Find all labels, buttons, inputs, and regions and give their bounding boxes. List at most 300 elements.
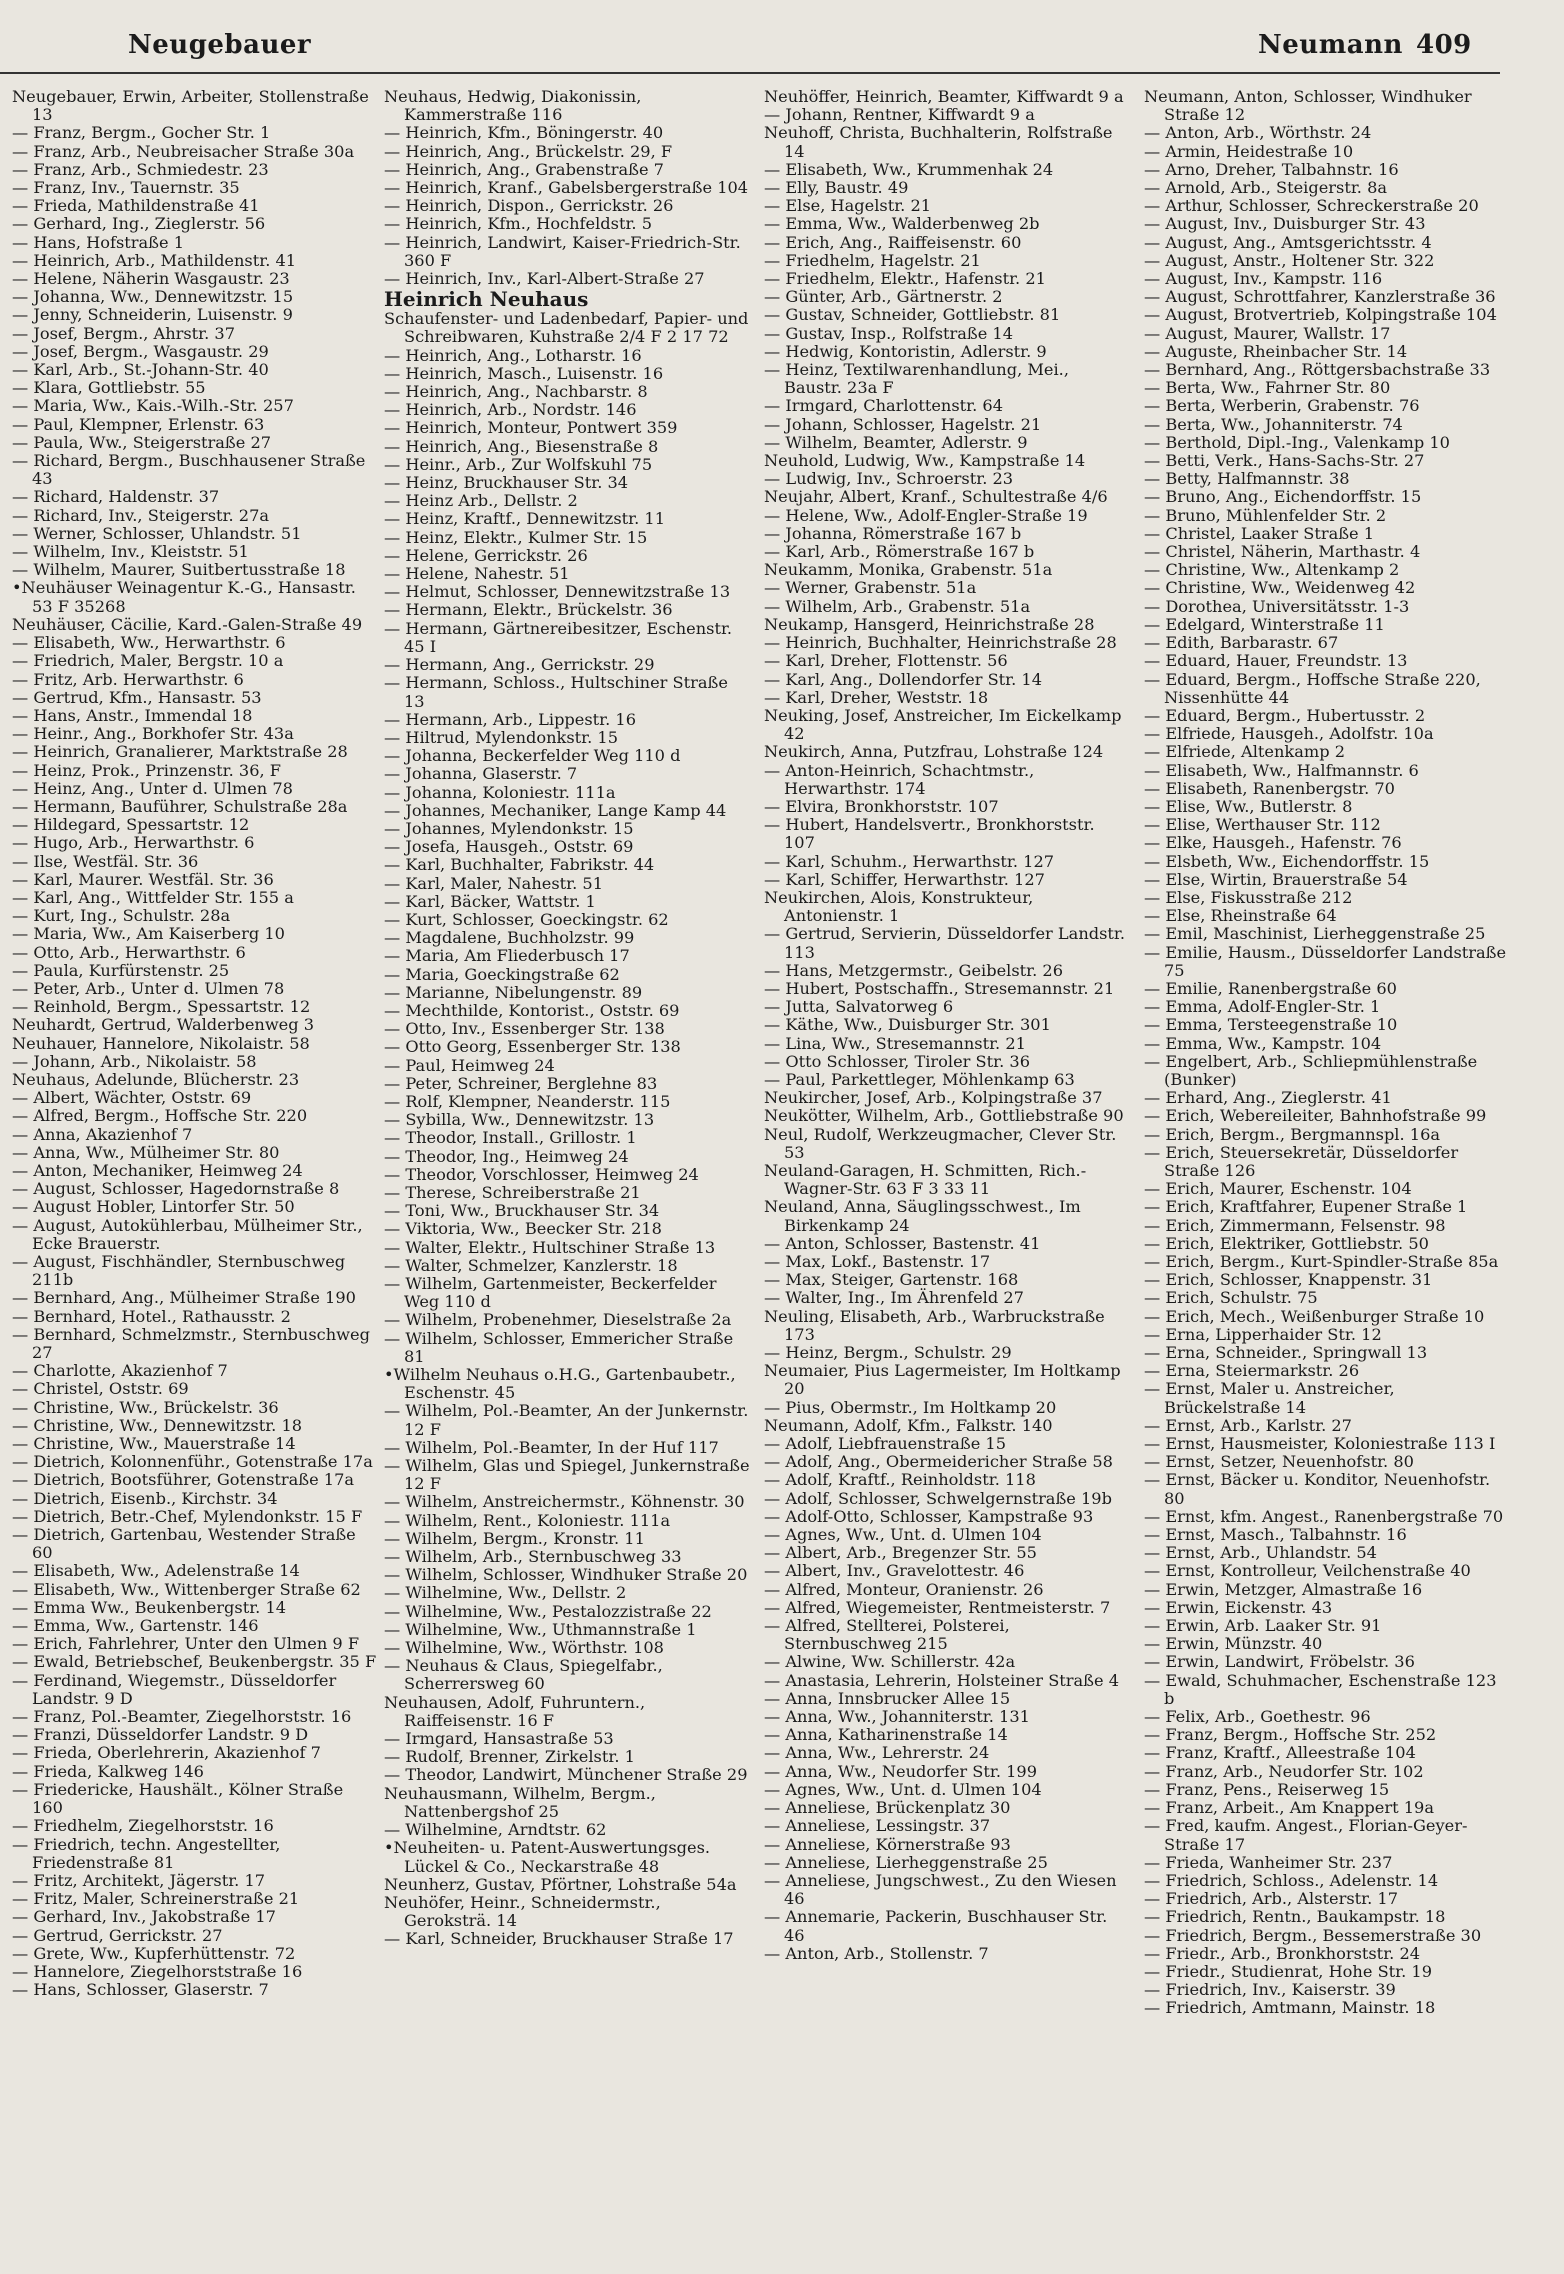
directory-entry: — Erhard, Ang., Zieglerstr. 41 [1144,1088,1392,1108]
directory-entry: — Felix, Arb., Goethestr. 96 [1144,1707,1371,1727]
directory-entry: — Betti, Verk., Hans-Sachs-Str. 27 [1144,451,1425,471]
directory-entry: Neukamp, Hansgerd, Heinrichstraße 28 [764,614,1095,634]
directory-entry: — Josef, Bergm., Wasgaustr. 29 [12,341,269,361]
directory-entry: — Heinrich, Masch., Luisenstr. 16 [384,363,664,383]
directory-entry: — Berthold, Dipl.-Ing., Valenkamp 10 [1144,432,1450,452]
directory-entry: — Elisabeth, Ranenbergstr. 70 [1144,778,1395,798]
directory-entry: — Friedrich, Amtmann, Mainstr. 18 [1144,1998,1436,2018]
directory-entry: — Dorothea, Universitätsstr. 1-3 [1144,596,1410,616]
directory-entry: — Christine, Ww., Dennewitzstr. 18 [12,1415,303,1435]
directory-entry: — Heinr., Ang., Borkhofer Str. 43a [12,724,294,744]
directory-entry: — Heinrich, Ang., Brückelstr. 29, F [384,141,673,161]
directory-entry: — Elisabeth, Ww., Wittenberger Straße 62 [12,1579,361,1599]
directory-entry: — Emma, Ww., Walderbenweg 2b [764,214,1040,234]
directory-entry: — Hermann, Bauführer, Schulstraße 28a [12,796,348,816]
directory-entry: — Berta, Werberin, Grabenstr. 76 [1144,396,1420,416]
directory-entry: Neuking, Josef, Anstreicher, Im Eickelkamp 42 [764,705,1122,744]
directory-entry: — Ernst, kfm. Angest., Ranenbergstraße 70 [1144,1506,1504,1526]
directory-entry: — Jenny, Schneiderin, Luisenstr. 9 [12,305,293,325]
directory-entry: — Anton, Mechaniker, Heimweg 24 [12,1160,303,1180]
directory-entry: — Hannelore, Ziegelhorststraße 16 [12,1961,303,1981]
directory-entry: — Adolf, Schlosser, Schwelgernstraße 19b [764,1488,1112,1508]
directory-entry: — Heinz, Ang., Unter d. Ulmen 78 [12,778,293,798]
directory-entry: — Hans, Metzgermstr., Geibelstr. 26 [764,960,1064,980]
directory-entry: — Elisabeth, Ww., Adelenstraße 14 [12,1561,300,1581]
directory-entry: — Kurt, Schlosser, Goeckingstr. 62 [384,909,669,929]
directory-entry: — Else, Rheinstraße 64 [1144,906,1337,926]
directory-entry: — Annemarie, Packerin, Buschhauser Str. 46 [764,1907,1108,1945]
directory-entry: — Karl, Maler, Nahestr. 51 [384,873,603,893]
directory-entry: — Otto Schlosser, Tiroler Str. 36 [764,1051,1030,1071]
directory-entry: — Elvira, Bronkhorststr. 107 [764,796,999,816]
directory-entry: — Ewald, Schuhmacher, Eschenstraße 123 b [1144,1670,1497,1708]
directory-entry: — Erich, Steuersekretär, Düsseldorfer Straße 126 [1144,1142,1459,1180]
directory-entry: — Fritz, Architekt, Jägerstr. 17 [12,1870,266,1890]
directory-entry: — Heinrich, Ang., Nachbarstr. 8 [384,382,648,402]
directory-entry: — Karl, Ang., Wittfelder Str. 155 a [12,887,294,907]
directory-entry: — Hans, Hofstraße 1 [12,232,185,252]
directory-entry: — Max, Steiger, Gartenstr. 168 [764,1270,1019,1290]
column-2 [384,88,750,2268]
directory-entry: — Erich, Elektriker, Gottliebstr. 50 [1144,1233,1429,1253]
directory-entry: — Otto, Arb., Herwarthstr. 6 [12,942,246,962]
directory-entry: — Emma, Tersteegenstraße 10 [1144,1015,1398,1035]
directory-entry: — Hans, Anstr., Immendal 18 [12,705,253,725]
directory-entry: — Else, Fiskusstraße 212 [1144,887,1353,907]
directory-entry: — Dietrich, Eisenb., Kirchstr. 34 [12,1488,278,1508]
page-header [0,30,1564,74]
directory-entry: Schaufenster- und Ladenbedarf, Papier- und Schreibwaren, Kuhstraße 2/4 F 2 17 72 [384,309,749,347]
directory-entry: — Heinrich, Arb., Nordstr. 146 [384,400,637,420]
directory-entry: — Otto Georg, Essenberger Str. 138 [384,1037,681,1057]
directory-entry: — Helene, Ww., Adolf-Engler-Straße 19 [764,505,1088,525]
directory-entry: — Christel, Oststr. 69 [12,1379,189,1399]
directory-entry: — Erich, Zimmermann, Felsenstr. 98 [1144,1215,1446,1235]
directory-entry: — Erwin, Arb. Laaker Str. 91 [1144,1616,1382,1636]
directory-entry: — Max, Lokf., Bastenstr. 17 [764,1252,991,1271]
directory-entry: — Theodor, Vorschlosser, Heimweg 24 [384,1164,699,1184]
directory-entry: — Hermann, Arb., Lippestr. 16 [384,709,637,729]
directory-entry: Neukirch, Anna, Putzfrau, Lohstraße 124 [764,742,1104,762]
directory-entry: — Hermann, Gärtnereibesitzer, Eschenstr. 45 I [384,618,733,656]
directory-entry: — Emil, Maschinist, Lierheggenstraße 25 [1144,924,1486,944]
directory-entry: — Johanna, Ww., Dennewitzstr. 15 [12,287,294,307]
directory-entry: — Heinz Arb., Dellstr. 2 [384,491,578,511]
directory-entry: — Hans, Schlosser, Glaserstr. 7 [12,1980,269,2000]
directory-entry: — Bernhard, Ang., Mülheimer Straße 190 [12,1288,356,1308]
header-right-keyword: Neumann [1258,30,1403,60]
directory-entry: — Franz, Arb., Neudorfer Str. 102 [1144,1761,1424,1781]
directory-entry: — Franz, Arb., Schmiedestr. 23 [12,159,269,179]
directory-entry: — Friedr., Arb., Bronkhorststr. 24 [1144,1943,1421,1963]
directory-entry: — Erich, Bergm., Bergmannspl. 16a [1144,1124,1441,1144]
directory-entry: — Anna, Akazienhof 7 [12,1124,193,1144]
directory-entry: — Theodor, Ing., Heimweg 24 [384,1146,629,1166]
directory-entry: — Ernst, Hausmeister, Koloniestraße 113 I [1144,1434,1496,1454]
directory-entry: — Charlotte, Akazienhof 7 [12,1361,228,1381]
directory-entry: — Wilhelm, Inv., Kleiststr. 51 [12,542,249,562]
directory-entry: — Anastasia, Lehrerin, Holsteiner Straße 4 [764,1670,1120,1690]
directory-entry: — Maria, Goeckingstraße 62 [384,964,620,984]
directory-entry: •Neuhäuser Weinagentur K.-G., Hansastr. 53 F 35268 [12,578,356,616]
directory-entry: — Karl, Buchhalter, Fabrikstr. 44 [384,855,655,875]
directory-entry: Neuhaus, Adelunde, Blücherstr. 23 [12,1069,300,1089]
directory-entry: — Bruno, Mühlenfelder Str. 2 [1144,505,1387,525]
directory-entry: — Gerhard, Inv., Jakobstraße 17 [12,1907,276,1927]
directory-entry: — Wilhelm, Gartenmeister, Beckerfelder Weg 110 d [384,1274,717,1312]
directory-entry: — Werner, Grabenstr. 51a [764,578,977,598]
directory-entry: — Johann, Arb., Nikolaistr. 58 [12,1051,257,1071]
directory-entry: Neul, Rudolf, Werkzeugmacher, Clever Str. 53 [764,1124,1117,1162]
directory-entry: — Alfred, Monteur, Oranienstr. 26 [764,1579,1044,1599]
directory-entry: — Arno, Dreher, Talbahnstr. 16 [1144,159,1399,179]
directory-entry: — Hermann, Elektr., Brückelstr. 36 [384,600,673,620]
directory-entry: — Ewald, Betriebschef, Beukenbergstr. 35 F [12,1652,377,1672]
page-number: 409 [1416,30,1472,60]
directory-entry: — Anton-Heinrich, Schachtmstr., Herwarthstr. 174 [764,760,1035,798]
directory-entry: — Richard, Bergm., Buschhausener Straße 43 [12,451,366,489]
directory-entry: — Anna, Ww., Johanniterstr. 131 [764,1707,1030,1727]
directory-entry: — Mechthilde, Kontorist., Oststr. 69 [384,1000,680,1020]
directory-entry: — Richard, Haldenstr. 37 [12,487,220,507]
directory-entry: — Wilhelm, Schlosser, Emmericher Straße 81 [384,1328,734,1366]
directory-entry: — Heinrich, Buchhalter, Heinrichstraße 28 [764,633,1117,653]
directory-entry: •Wilhelm Neuhaus o.H.G., Gartenbaubetr., Eschenstr. 45 [384,1365,736,1403]
directory-entry: — Heinz, Elektr., Kulmer Str. 15 [384,527,648,547]
directory-entry: — Helene, Näherin Wasgaustr. 23 [12,269,290,289]
directory-entry: — Emma Ww., Beukenbergstr. 14 [12,1597,287,1617]
directory-entry: — Erich, Fahrlehrer, Unter den Ulmen 9 F [12,1634,360,1654]
directory-entry: — Franz, Bergm., Hoffsche Str. 252 [1144,1725,1437,1745]
directory-entry: — Anton, Arb., Stollenstr. 7 [764,1943,989,1963]
directory-entry: — Wilhelm, Maurer, Suitbertusstraße 18 [12,560,346,580]
directory-entry: — Karl, Ang., Dollendorfer Str. 14 [764,669,1043,689]
directory-entry: — Irmgard, Charlottenstr. 64 [764,396,1004,416]
directory-entry: — Albert, Inv., Gravelottestr. 46 [764,1561,1025,1581]
directory-entry: — Franz, Arbeit., Am Knappert 19a [1144,1798,1434,1818]
directory-entry: — Elke, Hausgeh., Hafenstr. 76 [1144,833,1402,853]
directory-entry: — Eduard, Bergm., Hubertusstr. 2 [1144,705,1426,725]
directory-entry: — Else, Hagelstr. 21 [764,196,932,216]
directory-entry: — Wilhelmine, Ww., Wörthstr. 108 [384,1638,664,1658]
directory-entry: — Karl, Dreher, Flottenstr. 56 [764,651,1008,671]
directory-entry: — Franz, Pol.-Beamter, Ziegelhorststr. 16 [12,1707,352,1727]
column-3 [764,88,1130,2268]
directory-entry: — Ernst, Masch., Talbahnstr. 16 [1144,1525,1407,1545]
directory-entry: Neuhöfer, Heinr., Schneidermstr., Geroksträ. 14 [384,1892,661,1931]
directory-entry: Neuhardt, Gertrud, Walderbenweg 3 [12,1015,315,1035]
directory-entry: — Toni, Ww., Bruckhauser Str. 34 [384,1201,660,1221]
directory-entry: — August, Inv., Duisburger Str. 43 [1144,214,1426,234]
directory-entry: — Anneliese, Lierheggenstraße 25 [764,1852,1048,1872]
directory-entry: — Ilse, Westfäl. Str. 36 [12,851,199,871]
directory-entry: — Peter, Schreiner, Berglehne 83 [384,1073,658,1093]
directory-entry: — August, Maurer, Wallstr. 17 [1144,323,1391,343]
directory-entry: — Anna, Innsbrucker Allee 15 [764,1688,1011,1708]
directory-entry: — Sybilla, Ww., Dennewitzstr. 13 [384,1110,655,1130]
directory-entry: — Ferdinand, Wiegemstr., Düsseldorfer Landstr. 9 D [12,1670,337,1708]
directory-entry: — Walter, Schmelzer, Kanzlerstr. 18 [384,1255,678,1275]
directory-entry: — Fritz, Maler, Schreinerstraße 21 [12,1889,300,1909]
directory-entry: — Ernst, Arb., Uhlandstr. 54 [1144,1543,1377,1563]
directory-entry: — Karl, Schuhm., Herwarthstr. 127 [764,851,1055,871]
directory-entry: — Alfred, Wiegemeister, Rentmeisterstr. 7 [764,1597,1111,1617]
directory-entry: — Adolf, Kraftf., Reinholdstr. 118 [764,1470,1036,1490]
directory-entry: — Agnes, Ww., Unt. d. Ulmen 104 [764,1779,1042,1799]
directory-entry: — Heinrich, Ang., Lotharstr. 16 [384,345,642,365]
directory-entry: — August Hobler, Lintorfer Str. 50 [12,1197,295,1217]
directory-entry: — Friedhelm, Ziegelhorststr. 16 [12,1816,274,1836]
directory-entry: — Johann, Schlosser, Hagelstr. 21 [764,414,1042,434]
directory-entry: — Gertrud, Gerrickstr. 27 [12,1925,223,1945]
directory-entry: — Friedrich, techn. Angestellter, Friedenstraße 81 [12,1834,281,1872]
directory-entry: — Berta, Ww., Fahrner Str. 80 [1144,378,1391,398]
directory-entry: — Erich, Schlosser, Knappenstr. 31 [1144,1270,1433,1290]
directory-entry: — Erna, Lipperhaider Str. 12 [1144,1324,1382,1344]
directory-entry: — Heinrich, Ang., Grabenstraße 7 [384,159,664,179]
directory-entry: — Therese, Schreiberstraße 21 [384,1182,641,1202]
directory-entry: — Friedhelm, Elektr., Hafenstr. 21 [764,269,1046,289]
directory-entry: — Erich, Kraftfahrer, Eupener Straße 1 [1144,1197,1468,1217]
directory-entry: — Alfred, Bergm., Hoffsche Str. 220 [12,1106,308,1126]
directory-entry: — Erwin, Metzger, Almastraße 16 [1144,1579,1423,1599]
directory-entry: — Elfriede, Altenkamp 2 [1144,742,1346,762]
directory-entry: — Rudolf, Brenner, Zirkelstr. 1 [384,1747,635,1767]
directory-entry: — Hugo, Arb., Herwarthstr. 6 [12,833,255,853]
directory-entry: — Paul, Parkettleger, Möhlenkamp 63 [764,1069,1075,1089]
directory-entry: — Anneliese, Körnerstraße 93 [764,1834,1011,1854]
directory-entry: — Johannes, Mylendonkstr. 15 [384,818,634,838]
directory-entry: — Johann, Rentner, Kiffwardt 9 a [764,105,1035,125]
directory-entry: — Eduard, Hauer, Freundstr. 13 [1144,651,1408,671]
directory-entry: — Heinrich, Kfm., Hochfeldstr. 5 [384,214,653,234]
directory-entry: — Berta, Ww., Johanniterstr. 74 [1144,414,1403,434]
directory-entry: — Heinrich, Granalierer, Marktstraße 28 [12,742,348,762]
directory-entry: — Anneliese, Lessingstr. 37 [764,1816,991,1836]
directory-entry: — Peter, Arb., Unter d. Ulmen 78 [12,978,285,998]
directory-entry: — Adolf, Ang., Obermeidericher Straße 58 [764,1452,1113,1472]
directory-entry: — Heinrich, Kfm., Böningerstr. 40 [384,123,664,143]
directory-entry: — Neuhaus & Claus, Spiegelfabr., Scherrersweg 60 [384,1656,663,1694]
directory-entry: — Erna, Steiermarkstr. 26 [1144,1361,1360,1381]
directory-entry: — Dietrich, Gartenbau, Westender Straße 60 [12,1525,356,1563]
directory-entry: — Paula, Ww., Steigerstraße 27 [12,432,272,452]
directory-entry: — Dietrich, Kolonnenführ., Gotenstraße 17a [12,1452,373,1472]
directory-entry: — Johanna, Römerstraße 167 b [764,523,1022,543]
directory-entry: — Johanna, Koloniestr. 111a [384,782,616,802]
directory-entry: — Anton, Arb., Wörthstr. 24 [1144,123,1372,143]
directory-entry: — Paula, Kurfürstenstr. 25 [12,960,230,980]
directory-entry: — Arthur, Schlosser, Schreckerstraße 20 [1144,196,1479,216]
directory-entry: — Erich, Bergm., Kurt-Spindler-Straße 85a [1144,1252,1499,1271]
directory-entry: Neuland, Anna, Säuglingsschwest., Im Birkenkamp 24 [764,1197,1081,1235]
directory-entry: — Wilhelm, Probenehmer, Dieselstraße 2a [384,1310,732,1330]
directory-entry: — Werner, Schlosser, Uhlandstr. 51 [12,523,302,543]
directory-entry: Heinrich Neuhaus [384,287,589,312]
directory-entry: — Franz, Bergm., Gocher Str. 1 [12,123,271,143]
directory-entry: — Bruno, Ang., Eichendorffstr. 15 [1144,487,1422,507]
directory-entry: Neukötter, Wilhelm, Arb., Gottliebstraße 90 [764,1106,1124,1126]
directory-entry: — Gustav, Schneider, Gottliebstr. 81 [764,305,1061,325]
directory-entry: — Friedrich, Rentn., Baukampstr. 18 [1144,1907,1446,1927]
directory-entry: — Fred, kaufm. Angest., Florian-Geyer-Straße 17 [1144,1816,1468,1854]
directory-entry: — Elisabeth, Ww., Herwarthstr. 6 [12,633,286,653]
directory-entry: — Maria, Ww., Am Kaiserberg 10 [12,924,285,944]
directory-entry: — Johanna, Beckerfelder Weg 110 d [384,746,681,766]
directory-entry: — Hermann, Schloss., Hultschiner Straße 13 [384,673,728,711]
directory-entry: — Hildegard, Spessartstr. 12 [12,815,250,835]
directory-entry: — Else, Wirtin, Brauerstraße 54 [1144,869,1408,889]
directory-entry: — Anton, Schlosser, Bastenstr. 41 [764,1233,1041,1253]
directory-entry: — Ernst, Arb., Karlstr. 27 [1144,1415,1352,1435]
directory-entry: — Edelgard, Winterstraße 11 [1144,614,1385,634]
directory-entry: — Franz, Arb., Neubreisacher Straße 30a [12,141,355,161]
directory-entry: Neuhäuser, Cäcilie, Kard.-Galen-Straße 49 [12,614,363,634]
directory-entry: — Friedhelm, Hagelstr. 21 [764,250,981,270]
directory-entry: — Friedrich, Inv., Kaiserstr. 39 [1144,1980,1396,2000]
directory-entry: — Bernhard, Ang., Röttgersbachstraße 33 [1144,360,1491,380]
directory-entry: — Anna, Katharinenstraße 14 [764,1725,1008,1745]
directory-entry: — August, Schlosser, Hagedornstraße 8 [12,1179,340,1199]
directory-entry: — Erich, Ang., Raiffeisenstr. 60 [764,232,1022,252]
directory-entry: Neumann, Anton, Schlosser, Windhuker Straße 12 [1144,88,1472,125]
directory-entry: — Klara, Gottliebstr. 55 [12,378,206,398]
directory-entry: — Friedericke, Haushält., Kölner Straße 160 [12,1779,344,1818]
directory-entry: — Franz, Kraftf., Alleestraße 104 [1144,1743,1416,1763]
directory-entry: Neugebauer, Erwin, Arbeiter, Stollenstraße 13 [12,88,369,125]
directory-entry: — Gertrud, Servierin, Düsseldorfer Landstr. 113 [764,924,1126,962]
directory-entry: — Friedrich, Schloss., Adelenstr. 14 [1144,1870,1439,1890]
directory-entry: — Elly, Baustr. 49 [764,178,909,198]
directory-entry: — Erwin, Eickenstr. 43 [1144,1597,1333,1617]
directory-entry: — Helene, Gerrickstr. 26 [384,545,588,565]
directory-entry: — Gertrud, Kfm., Hansastr. 53 [12,687,262,707]
directory-entry: — Heinrich, Arb., Mathildenstr. 41 [12,250,297,270]
directory-entry: — Emilie, Ranenbergstraße 60 [1144,978,1397,998]
directory-entry: — Frieda, Kalkweg 146 [12,1761,204,1781]
directory-entry: — Wilhelm, Anstreichermstr., Köhnenstr. 30 [384,1492,745,1512]
directory-entry: — Karl, Maurer. Westfäl. Str. 36 [12,869,274,889]
directory-entry: — Johanna, Glaserstr. 7 [384,764,578,784]
directory-entry: — Friedrich, Arb., Alsterstr. 17 [1144,1889,1399,1909]
directory-entry: — Wilhelm, Rent., Koloniestr. 111a [384,1510,671,1530]
directory-entry: — Viktoria, Ww., Beecker Str. 218 [384,1219,662,1239]
directory-entry: Neuhausen, Adolf, Fuhruntern., Raiffeisenstr. 16 F [384,1692,646,1730]
directory-entry: — Hedwig, Kontoristin, Adlerstr. 9 [764,341,1047,361]
directory-entry: Neunherz, Gustav, Pförtner, Lohstraße 54a [384,1874,737,1894]
directory-entry: — Magdalene, Buchholzstr. 99 [384,928,635,948]
directory-entry: — Christel, Näherin, Marthastr. 4 [1144,542,1421,562]
directory-entry: — Elise, Werthauser Str. 112 [1144,815,1381,835]
directory-entry: — Wilhelmine, Arndtstr. 62 [384,1820,607,1840]
directory-entry: — Dietrich, Betr.-Chef, Mylendonkstr. 15 F [12,1506,363,1526]
directory-entry: Neuhausmann, Wilhelm, Bergm., Nattenbergshof 25 [384,1783,656,1821]
directory-entry: — Auguste, Rheinbacher Str. 14 [1144,341,1408,361]
directory-entry: — Fritz, Arb. Herwarthstr. 6 [12,669,244,689]
directory-entry: — Helene, Nahestr. 51 [384,564,570,584]
directory-entry: — Theodor, Install., Grillostr. 1 [384,1128,637,1148]
directory-entry: — Wilhelm, Arb., Sternbuschweg 33 [384,1547,682,1567]
directory-entry: — August, Anstr., Holtener Str. 322 [1144,250,1435,270]
directory-entry: Neukircher, Josef, Arb., Kolpingstraße 37 [764,1088,1103,1108]
directory-entry: — Frieda, Mathildenstraße 41 [12,196,260,216]
directory-entry: — Walter, Ing., Im Ährenfeld 27 [764,1288,1024,1308]
directory-entry: — Anneliese, Jungschwest., Zu den Wiesen 46 [764,1870,1117,1909]
directory-entry: — Agnes, Ww., Unt. d. Ulmen 104 [764,1525,1042,1545]
directory-entry: — Heinz, Bruckhauser Str. 34 [384,473,629,493]
directory-entry: — Helmut, Schlosser, Dennewitzstraße 13 [384,582,731,602]
directory-entry: — Hubert, Handelsvertr., Bronkhorststr. 107 [764,815,1095,853]
directory-entry: — Grete, Ww., Kupferhüttenstr. 72 [12,1943,296,1963]
directory-entry: — Anna, Ww., Mülheimer Str. 80 [12,1142,280,1162]
directory-entry: — Wilhelm, Pol.-Beamter, An der Junkernstr. 12 F [384,1401,749,1439]
directory-entry: — Frieda, Oberlehrerin, Akazienhof 7 [12,1743,321,1763]
directory-entry: — Erich, Mech., Weißenburger Straße 10 [1144,1306,1485,1326]
directory-entry: — Alfred, Stellterei, Polsterei, Sternbuschweg 215 [764,1616,1010,1654]
directory-entry: — Friedrich, Maler, Bergstr. 10 a [12,651,284,671]
directory-entry: — Wilhelm, Schlosser, Windhuker Straße 20 [384,1565,748,1585]
directory-entry: Neujahr, Albert, Kranf., Schultestraße 4/6 [764,487,1108,507]
directory-entry: — Heinrich, Inv., Karl-Albert-Straße 27 [384,269,705,289]
directory-entry: — Marianne, Nibelungenstr. 89 [384,982,643,1002]
directory-entry: — Christine, Ww., Weidenweg 42 [1144,578,1416,598]
directory-entry: — Walter, Elektr., Hultschiner Straße 13 [384,1237,716,1257]
directory-entry: — Erich, Webereileiter, Bahnhofstraße 99 [1144,1106,1487,1126]
directory-entry: — Betty, Halfmannstr. 38 [1144,469,1350,489]
directory-entry: — Gustav, Insp., Rolfstraße 14 [764,323,1014,343]
directory-entry: — Heinz, Kraftf., Dennewitzstr. 11 [384,509,665,529]
directory-entry: — Heinrich, Ang., Biesenstraße 8 [384,436,659,456]
directory-entry: — Hermann, Ang., Gerrickstr. 29 [384,655,655,675]
directory-entry: — Johannes, Mechaniker, Lange Kamp 44 [384,800,727,820]
directory-entry: — Wilhelm, Bergm., Kronstr. 11 [384,1528,645,1548]
directory-entry: — Frieda, Wanheimer Str. 237 [1144,1852,1393,1872]
directory-entry: — Wilhelm, Pol.-Beamter, In der Huf 117 [384,1437,719,1457]
directory-entry: — Hubert, Postschaffn., Stresemannstr. 21 [764,978,1115,998]
directory-entry: •Neuheiten- u. Patent-Auswertungsges. Lückel & Co., Neckarstraße 48 [384,1838,711,1876]
directory-entry: — Jutta, Salvatorweg 6 [764,997,954,1017]
directory-entry: — Maria, Ww., Kais.-Wilh.-Str. 257 [12,396,294,416]
directory-entry: — Wilhelmine, Ww., Uthmannstraße 1 [384,1619,697,1639]
directory-entry: — Ernst, Bäcker u. Konditor, Neuenhofstr. 80 [1144,1470,1491,1508]
directory-entry: — Irmgard, Hansastraße 53 [384,1729,614,1749]
directory-entry: — Heinz, Bergm., Schulstr. 29 [764,1343,1012,1363]
directory-entry: Neuhaus, Hedwig, Diakonissin, Kammerstraße 116 [384,88,642,125]
directory-entry: — Ernst, Kontrolleur, Veilchenstraße 40 [1144,1561,1471,1581]
directory-entry: — Heinrich, Kranf., Gabelsbergerstraße 104 [384,178,749,198]
directory-entry: — Franzi, Düsseldorfer Landstr. 9 D [12,1725,309,1745]
directory-entry: — Wilhelmine, Ww., Dellstr. 2 [384,1583,627,1603]
directory-entry: — Erich, Schulstr. 75 [1144,1288,1318,1308]
directory-entry: — Adolf, Liebfrauenstraße 15 [764,1434,1007,1454]
directory-entry: — Elise, Ww., Butlerstr. 8 [1144,796,1353,816]
directory-entry: — Wilhelm, Beamter, Adlerstr. 9 [764,432,1028,452]
directory-entry: — Alwine, Ww. Schillerstr. 42a [764,1652,1016,1672]
header-rule [0,72,1500,74]
directory-entry: — Emma, Adolf-Engler-Str. 1 [1144,997,1381,1017]
directory-entry: — Paul, Klempner, Erlenstr. 63 [12,414,265,434]
directory-entry: — August, Fischhändler, Sternbuschweg 211b [12,1252,346,1290]
directory-entry: — Otto, Inv., Essenberger Str. 138 [384,1019,665,1039]
directory-entry: — Heinr., Arb., Zur Wolfskuhl 75 [384,454,653,474]
directory-entry: — Heinz, Textilwarenhandlung, Mei., Baustr. 23a F [764,360,1069,398]
directory-entry: — Lina, Ww., Stresemannstr. 21 [764,1033,1026,1053]
directory-entry: — Christine, Ww., Brückelstr. 36 [12,1397,279,1417]
directory-entry: — Wilhelmine, Ww., Pestalozzistraße 22 [384,1601,712,1621]
directory-entry: — Karl, Schneider, Bruckhauser Straße 17 [384,1929,734,1949]
directory-entry: — Elisabeth, Ww., Krummenhak 24 [764,159,1054,179]
directory-entry: — Hiltrud, Mylendonkstr. 15 [384,727,619,747]
